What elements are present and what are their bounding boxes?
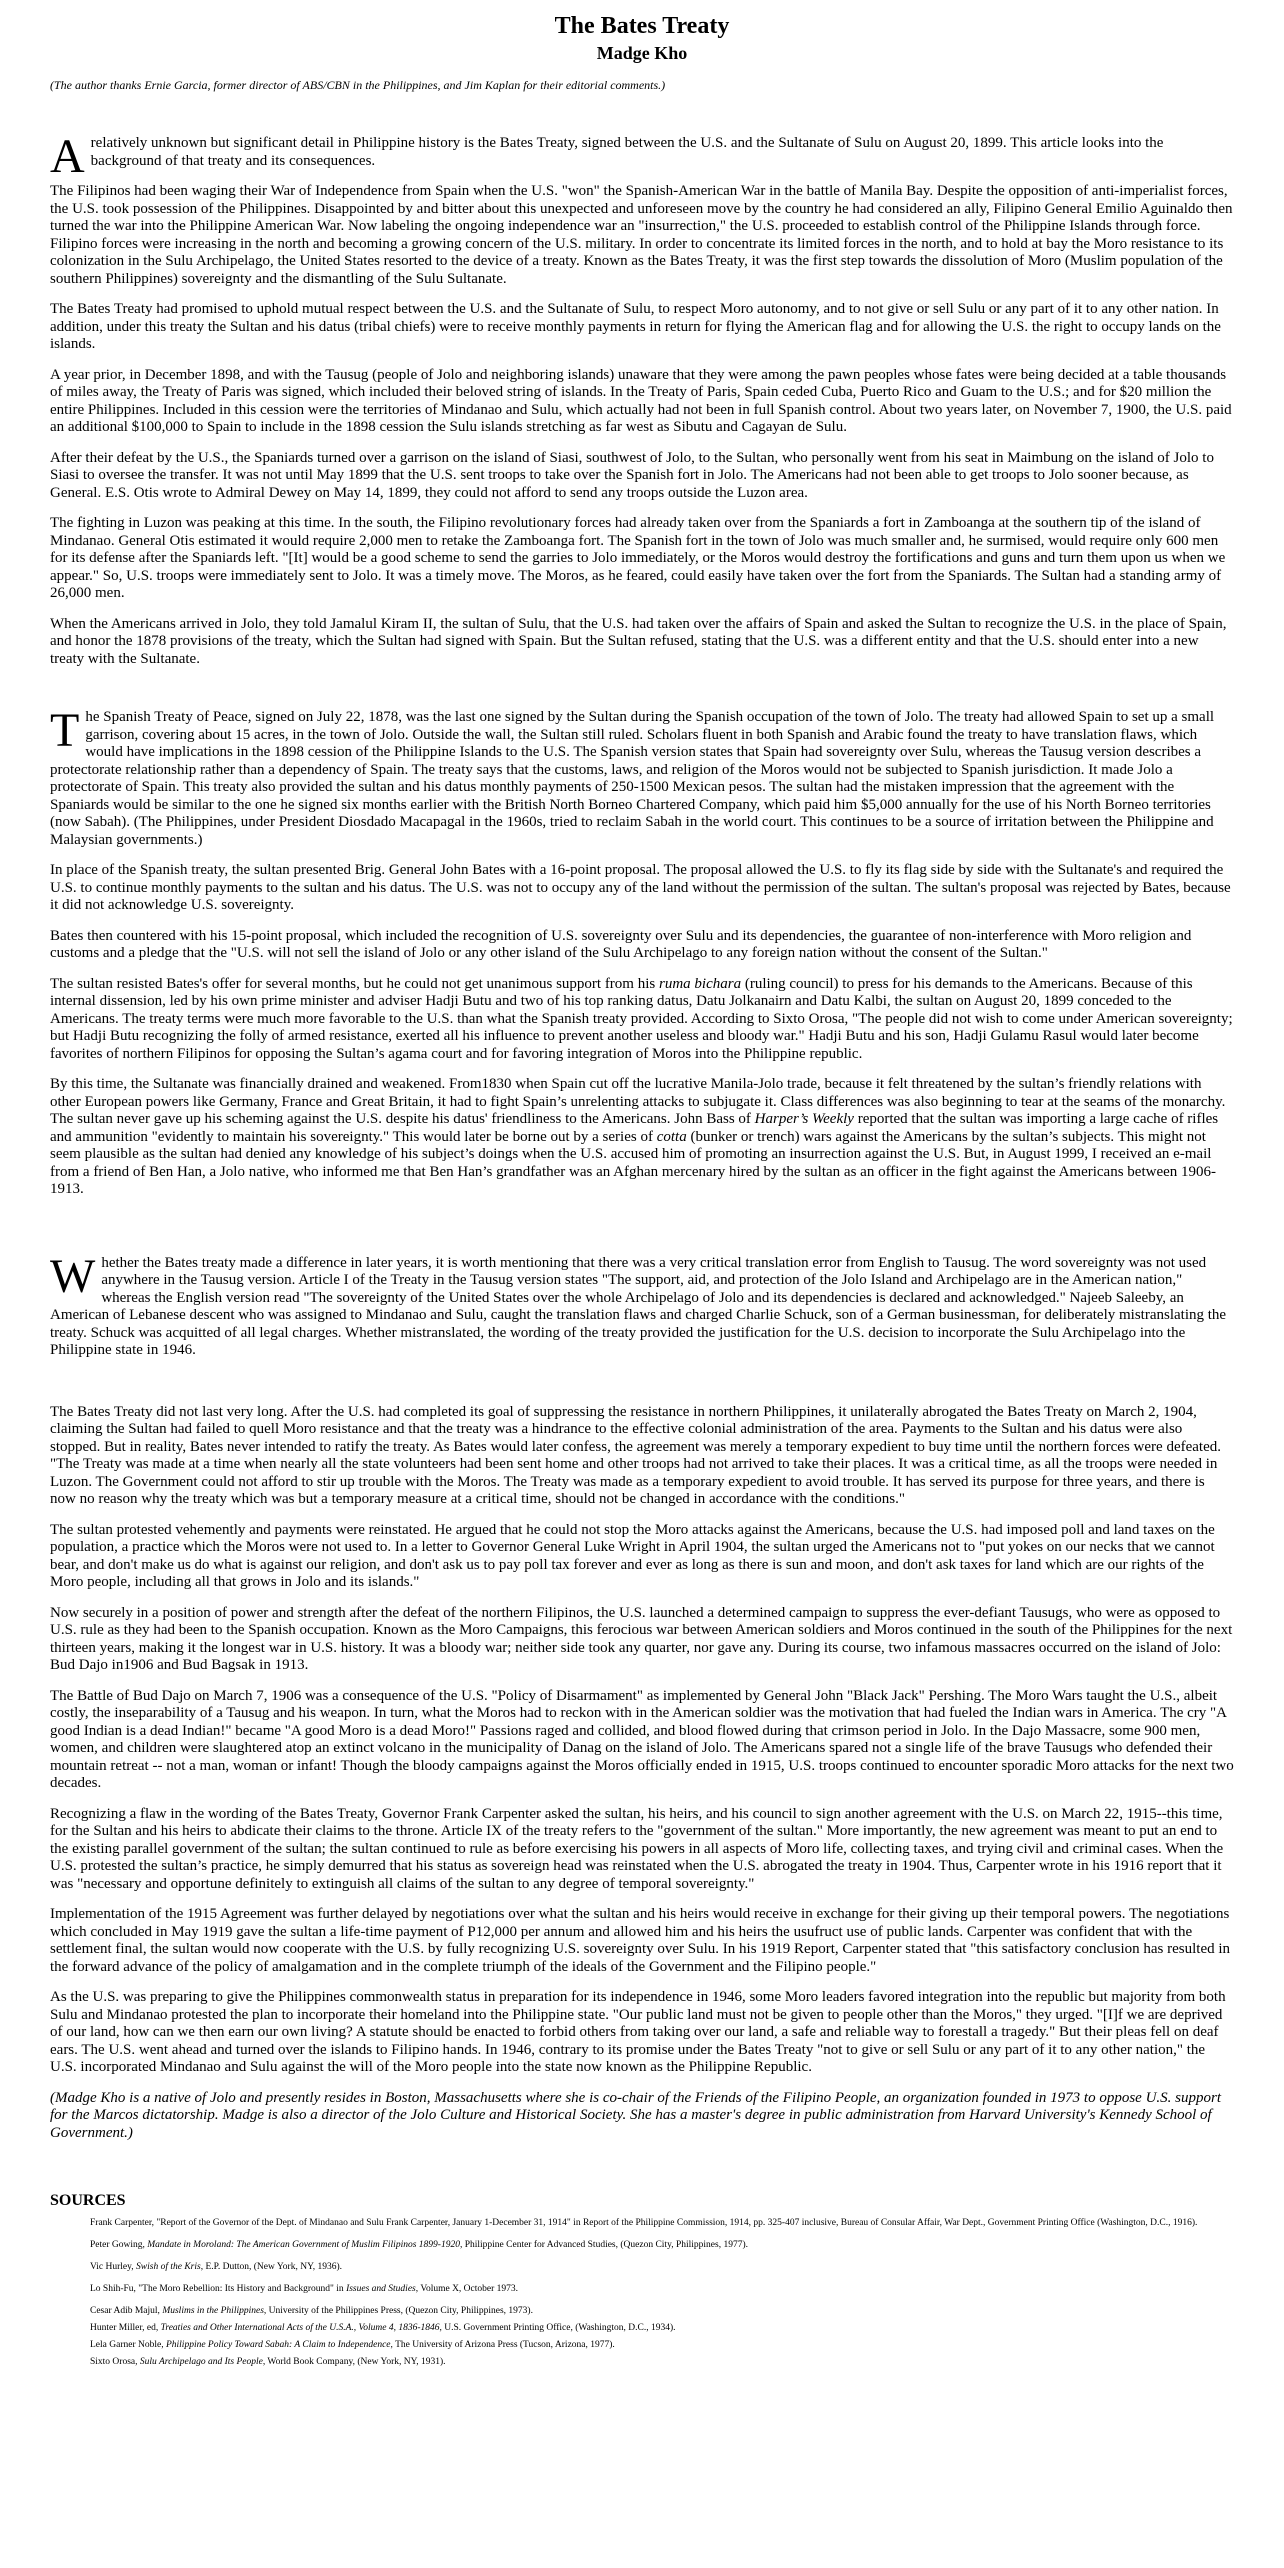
paragraph: The fighting in Luzon was peaking at this time. In the south, the Filipino revolutionary forces had already taken over from the Spaniards a fort in Zamboanga at the southern tip of the island of Mindanao. General Otis estimated it would require 2,000 men to retake the Zamboanga fort. The Spanish fort in the town of Jolo was much smaller and, he surmised, would require only 600 men for its defense after the Spaniards left. "[It] would be a good scheme to send the garries to Jolo immediately, or the Moros would destroy the fortifications and guns and turn them upon us when we appear." So, U.S. troops were immediately sent to Jolo. It was a timely move. The Moros, as he feared, could easily have taken over the fort from the Spaniards. The Sultan had a standing army of 26,000 men. xyxy=(50,515,1226,601)
section-aftermath xyxy=(50,1404,1234,2143)
source-text: , U.S. Government Printing Office, (Washington, D.C., 1934). xyxy=(439,2323,676,2333)
paragraph: The Bates Treaty had promised to uphold mutual respect between the U.S. and the Sultanate of Sulu, to respect Moro autonomy, and to not give or sell Sulu or any part of it to any other nation. In addition, under this treaty the Sultan and his datus (tribal chiefs) were to receive monthly payments in return for flying the American flag and for allowing the U.S. the right to occupy lands on the islands. xyxy=(50,301,1221,352)
paragraph-text: reported that the sultan was importing a large cache of rifles and ammunition "evidently to maintain his sovereignty." This would later be borne out by a series of xyxy=(50,1111,1219,1145)
drop-cap: T xyxy=(50,704,80,757)
paragraph: The Bates Treaty did not last very long. After the U.S. had completed its goal of suppressing the resistance in northern Philippines, it unilaterally abrogated the Bates Treaty on March 2, 1904, claiming the Sultan had failed to quell Moro resistance and that the treaty was a hindrance to the effective colonial administration of the area. Payments to the Sultan and his datus were also stopped. But in reality, Bates never intended to ratify the treaty. As Bates would later confess, the agreement was merely a temporary expedient to buy time until the northern forces were defeated. "The Treaty was made at a time when nearly all the state volunteers had been sent home and other troops had not arrived to take their places. It was a critical time, as all the troops were needed in Luzon. The Government could not afford to stir up trouble with the Moros. The Treaty was made as a temporary expedient to avoid trouble. It has served its purpose for three years, and there is now no reason why the treaty which was but a temporary measure at a critical time, should not be changed in accordance with the conditions." xyxy=(50,1403,1221,1507)
emphasis-term: ruma bichara xyxy=(658,975,742,992)
paragraph xyxy=(50,130,1234,183)
source-title: Mandate in Moroland: The American Government of Muslim Filipinos 1899-1920 xyxy=(147,2240,460,2250)
source-text: , World Book Company, (New York, NY, 1931). xyxy=(262,2357,446,2367)
source-text: Lela Garner Noble, xyxy=(90,2340,166,2350)
source-text: Frank Carpenter, "Report of the Governor of the Dept. of Mindanao and Sulu Frank Carpenter, January 1-December 31, 1914" in Report of the Philippine Commission, 1914, pp. 325-407 inclusive, Bureau of Consular Affair, War Dept., Government Printing Office (Washington, D.C., 1916). xyxy=(90,2218,1198,2228)
paragraph-text: (ruling council) to press for his demands to the Americans. Because of this internal dissension, led by his own prime minister and adviser Hadji Butu and two of his top ranking datus, Datu Jolkanairn and Datu Kalbi, the sultan on August 20, 1899 conceded to the Americans. The treaty terms were much more favorable to the U.S. than what the Spanish treaty provided. According to Sixto Orosa, "The people did not wish to come under American sovereignty; but Hadji Butu recognizing the folly of armed resistance, exerted all his influence to prevent another useless and bloody war." Hadji Butu and his son, Hadji Gulamu Rasul would later become favorites of northern Filipinos for opposing the Sultan’s agama court and for favoring integration of Moros into the Philippine republic. xyxy=(50,975,1233,1062)
author-bio: (Madge Kho is a native of Jolo and presently resides in Boston, Massachusetts where she is co-chair of the Friends of the Filipino People, an organization founded in 1973 to oppose U.S. support for the Marcos dictatorship. Madge is also a director of the Jolo Culture and Historical Society. She has a master's degree in public administration from Harvard University's Kennedy School of Government.) xyxy=(50,2089,1221,2141)
source-title: Treaties and Other International Acts of the U.S.A., Volume 4, 1836-1846 xyxy=(160,2323,440,2333)
source-item xyxy=(90,2284,1234,2295)
acknowledgement-note: (The author thanks Ernie Garcia, former director of ABS/CBN in the Philippines, and Jim Kaplan for their editorial comments.) xyxy=(50,78,666,92)
article-title: The Bates Treaty xyxy=(554,13,730,39)
paragraph-text: The sultan resisted Bates's offer for several months, but he could not get unanimous support from his xyxy=(50,975,659,992)
section-intro xyxy=(50,130,1234,668)
paragraph xyxy=(50,1076,1234,1199)
paragraph: When the Americans arrived in Jolo, they told Jamalul Kiram II, the sultan of Sulu, that the U.S. had taken over the affairs of Spain and asked the Sultan to recognize the U.S. in the place of Spain, and honor the 1878 provisions of the treaty, which the Sultan had signed with Spain. But the Sultan refused, stating that the U.S. was a different entity and that the U.S. should enter into a new treaty with the Sultanate. xyxy=(50,615,1227,667)
paragraph: In place of the Spanish treaty, the sultan presented Brig. General John Bates with a 16-point proposal. The proposal allowed the U.S. to fly its flag side by side with the Sultanate's and required the U.S. to continue monthly payments to the sultan and his datus. The U.S. was not to occupy any of the land without the permission of the sultan. The sultan's proposal was rejected by Bates, because it did not acknowledge U.S. sovereignty. xyxy=(50,862,1231,913)
source-title: Issues and Studies xyxy=(346,2284,416,2294)
paragraph-text: (bunker or trench) wars against the Americans by the sultan’s subjects. This might not seem plausible as the sultan had denied any knowledge of his subject’s doings when the U.S. accused him of promoting an insurrection against the U.S. But, in August 1999, I received an e-mail from a friend of Ben Han, a Jolo native, who informed me that Ben Han’s grandfather was an Afghan mercenary hired by the sultan as an officer in the fight against the Americans between 1906-1913. xyxy=(50,1128,1217,1197)
sources-list xyxy=(50,2218,1234,2368)
source-text: Hunter Miller, ed, xyxy=(90,2323,161,2333)
source-text: Peter Gowing, xyxy=(90,2240,148,2250)
paragraph: The Battle of Bud Dajo on March 7, 1906 was a consequence of the U.S. "Policy of Disarmament" as implemented by General John "Black Jack" Pershing. The Moro Wars taught the U.S., albeit costly, the inseparability of a Tausug and his weapon. In turn, what the Moros had to reckon with in the American soldier was the motivation that had fueled the Indian wars in America. The cry "A good Indian is a dead Indian!" became "A good Moro is a dead Moro!" Passions raged and collided, and blood flowed during that crimson period in Jolo. In the Dajo Massacre, some 900 men, women, and children were slaughtered atop an extinct volcano in the municipality of Danag on the island of Jolo. The Americans spared not a single life of the brave Tausugs who defended their mountain retreat -- not a man, woman or infant! Though the bloody campaigns against the Moros officially ended in 1915, U.S. troops continued to encounter sporadic Moro attacks for the next two decades. xyxy=(50,1687,1234,1791)
source-text: , The University of Arizona Press (Tucson, Arizona, 1977). xyxy=(390,2340,615,2350)
publication-title: Harper’s Weekly xyxy=(754,1111,854,1127)
source-title: Swish of the Kris xyxy=(136,2262,201,2272)
source-item xyxy=(90,2218,1234,2229)
source-text: Cesar Adib Majul, xyxy=(90,2306,163,2316)
source-text: Lo Shih-Fu, "The Moro Rebellion: Its History and Background" in xyxy=(90,2284,347,2294)
paragraph: A year prior, in December 1898, and with the Tausug (people of Jolo and neighboring islands) unaware that they were among the pawn peoples whose fates were being decided at a table thousands of miles away, the Treaty of Paris was signed, which included their beloved string of islands. In the Treaty of Paris, Spain ceded Cuba, Puerto Rico and Guam to the U.S.; and for $20 million the entire Philippines. Included in this cession were the territories of Mindanao and Sulu, which actually had not been in full Spanish control. About two years later, on November 7, 1900, the U.S. paid an additional $100,000 to Spain to include in the 1898 cession the Sulu islands stretching as far west as Sibutu and Cagayan de Sulu. xyxy=(50,366,1232,435)
paragraph: As the U.S. was preparing to give the Philippines commonwealth status in preparation for its independence in 1946, some Moro leaders favored integration into the republic but majority from both Sulu and Mindanao protested the plan to incorporate their homeland into the Philippine state. "Our public land must not be given to people other than the Moros," they urged. "[I]f we are deprived of our land, how can we then earn our own living? A statute should be enacted to forbid others from taking over our land, a safe and reliable way to forestall a tragedy." But their pleas fell on deaf ears. The U.S. went ahead and turned over the islands to Filipino hands. In 1946, contrary to its promise under the Bates Treaty "not to give or sell Sulu or any part of it to any other nation," the U.S. incorporated Mindanao and Sulu against the will of the Moro people into the state now known as the Philippine Republic. xyxy=(50,1989,1226,2075)
source-title: Philippine Policy Toward Sabah: A Claim to Independence xyxy=(165,2340,391,2350)
source-text: Vic Hurley, xyxy=(90,2262,137,2272)
source-item xyxy=(90,2323,1234,2334)
source-text: , University of the Philippines Press, (Quezon City, Philippines, 1973). xyxy=(263,2306,533,2316)
drop-cap: W xyxy=(50,1249,96,1303)
source-item xyxy=(90,2357,1234,2368)
source-item xyxy=(90,2262,1234,2273)
article-author: Madge Kho xyxy=(596,43,688,63)
drop-cap: A xyxy=(50,130,85,183)
emphasis-term: cotta xyxy=(656,1128,687,1145)
paragraph: Bates then countered with his 15-point proposal, which included the recognition of U.S. sovereignty over Sulu and its dependencies, the guarantee of non-interference with Moro religion and customs and a pledge that the "U.S. will not sell the island of Jolo or any other island of the Sulu Archipelago to any foreign nation without the consent of the Sultan." xyxy=(50,927,1192,961)
section-spanish-treaty xyxy=(50,704,1234,1199)
paragraph-text: hether the Bates treaty made a difference in later years, it is worth mentioning that there was a very critical translation error from English to Tausug. The word sovereignty was not used anywhere in the Tausug version. Article I of the Treaty in the Tausug version states "The support, aid, and protection of the Jolo Island and Archipelago are in the American nation," whereas the English version read "The sovereignty of the United States over the whole Archipelago of Jolo and its dependencies is declared and acknowledged." Najeeb Saleeby, an American of Lebanese descent who was assigned to Mindanao and Sulu, caught the translation flaws and charged Charlie Schuck, son of a German businessman, for deliberately mistranslating the treaty. Schuck was acquitted of all legal charges. Whether mistranslated, the wording of the treaty provided the justification for the U.S. decision to incorporate the Sulu Archipelago into the Philippine state in 1946. xyxy=(50,1254,1227,1358)
paragraph: Now securely in a position of power and strength after the defeat of the northern Filipinos, the U.S. launched a determined campaign to suppress the ever-defiant Tausugs, who were as opposed to U.S. rule as they had been to the Spanish occupation. Known as the Moro Campaigns, this ferocious war between American soldiers and Moros continued in the south of the Philippines for the next thirteen years, making it the longest war in U.S. history. It was a bloody war; neither side took any quarter, nor gave any. During its course, two infamous massacres occurred on the island of Jolo: Bud Dajo in1906 and Bud Bagsak in 1913. xyxy=(50,1604,1233,1673)
source-text: Sixto Orosa, xyxy=(90,2357,140,2367)
paragraph-text: relatively unknown but significant detail in Philippine history is the Bates Treaty, signed between the U.S. and the Sultanate of Sulu on August 20, 1899. This article looks into the background of that treaty and its consequences. xyxy=(90,135,1164,169)
paragraph: Implementation of the 1915 Agreement was further delayed by negotiations over what the sultan and his heirs would receive in exchange for their giving up their temporal powers. The negotiations which concluded in May 1919 gave the sultan a life-time payment of P12,000 per annum and allowed him and his heirs the usufruct use of public lands. Carpenter was confident that with the settlement final, the sultan would now cooperate with the U.S. by fully recognizing U.S. sovereignty over Sulu. In his 1919 Report, Carpenter stated that "this satisfactory conclusion has resulted in the forward advance of the policy of amalgamation and in the complete triumph of the ideals of the Government and the Filipino people." xyxy=(50,1906,1231,1975)
paragraph: Recognizing a flaw in the wording of the Bates Treaty, Governor Frank Carpenter asked the sultan, his heirs, and his council to sign another agreement with the U.S. on March 22, 1915--this time, for the Sultan and his heirs to abdicate their claims to the throne. Article IX of the treaty refers to the "government of the sultan." More importantly, the new agreement was meant to put an end to the existing parallel government of the sultan; the sultan continued to rule as before exercising his powers in all aspects of Moro life, collecting taxes, and trying civil and criminal cases. When the U.S. protested the sultan’s practice, he simply demurred that his status as sovereign head was reinstated when the U.S. abrogated the treaty in 1904. Thus, Carpenter wrote in his 1916 report that it was "necessary and opportune definitely to extinguish all claims of the sultan to any degree of temporal sovereignty." xyxy=(50,1805,1224,1892)
source-item xyxy=(90,2340,1234,2351)
paragraph: The sultan protested vehemently and payments were reinstated. He argued that he could not stop the Moro attacks against the Americans, because the U.S. had imposed poll and land taxes on the population, a practice which the Moros were not used to. In a letter to Governor General Luke Wright in April 1904, the sultan urged the Americans not to "put yokes on our necks that we cannot bear, and don't make us do what is against our religion, and don't ask us to pay poll tax forever and ever as long as there is sun and moon, and don't ask taxes for land which are our rights of the Moro people, including all that grows in Jolo and its islands." xyxy=(50,1521,1215,1590)
source-item xyxy=(90,2306,1234,2317)
sources-heading: SOURCES xyxy=(50,2192,126,2209)
paragraph-text: By this time, the Sultanate was financially drained and weakened. From1830 when Spain cut off the lucrative Manila-Jolo trade, because it felt threatened by the sultan’s friendly relations with other European powers like Germany, France and Great Britain, it had to fight Spain’s unrelenting attacks to subjugate it. Class differences was also beginning to tear at the seams of the monarchy. The sultan never gave up his scheming against the U.S. despite his datus' friendliness to the Americans. John Bass of xyxy=(50,1076,1226,1127)
paragraph xyxy=(50,704,1234,849)
paragraph: The Filipinos had been waging their War of Independence from Spain when the U.S. "won" the Spanish-American War in the battle of Manila Bay. Despite the opposition of anti-imperialist forces, the U.S. took possession of the Philippines. Disappointed by and bitter about this unexpected and unforeseen move by the country he had considered an ally, Filipino General Emilio Aguinaldo then turned the war into the Philippine American War. Now labeling the ongoing independence war an "insurrection," the U.S. proceeded to establish control of the Philippine Islands through force. Filipino forces were increasing in the north and becoming a growing concern of the U.S. military. In order to concentrate its limited forces in the north, and to hold at bay the Moro resistance to its colonization in the Sulu Archipelago, the United States resorted to the device of a treaty. Known as the Bates Treaty, it was the first step towards the dissolution of Moro (Muslim population of the southern Philippines) sovereignty and the dismantling of the Sulu Sultanate. xyxy=(50,183,1233,287)
source-title: Sulu Archipelago and Its People xyxy=(139,2357,263,2367)
source-text: , E.P. Dutton, (New York, NY, 1936). xyxy=(200,2262,342,2272)
paragraph xyxy=(50,976,1234,1064)
source-title: Muslims in the Philippines xyxy=(162,2306,264,2316)
paragraph: After their defeat by the U.S., the Spaniards turned over a garrison on the island of Siasi, southwest of Jolo, to the Sultan, who personally went from his seat in Maimbung on the island of Jolo to Siasi to oversee the transfer. It was not until May 1899 that the U.S. sent troops to take over the Spanish fort in Jolo. The Americans had not been able to get troops to Jolo sooner because, as General. E.S. Otis wrote to Admiral Dewey on May 14, 1899, they could not afford to send any troops outside the Luzon area. xyxy=(50,449,1214,501)
section-translation xyxy=(50,1249,1234,1360)
source-text: , Volume X, October 1973. xyxy=(415,2284,519,2294)
source-text: , Philippine Center for Advanced Studies, (Quezon City, Philippines, 1977). xyxy=(459,2240,748,2250)
paragraph xyxy=(50,1249,1234,1360)
source-item xyxy=(90,2240,1234,2251)
paragraph-text: he Spanish Treaty of Peace, signed on July 22, 1878, was the last one signed by the Sultan during the Spanish occupation of the town of Jolo. The treaty had allowed Spain to set up a small garrison, covering about 15 acres, in the town of Jolo. Outside the wall, the Sultan still ruled. Scholars fluent in both Spanish and Arabic found the treaty to have translation flaws, which would have implications in the 1898 cession of the Philippine Islands to the U.S. The Spanish version states that Spain had sovereignty over Sulu, whereas the Tausug version describes a protectorate relationship rather than a dependency of Spain. The treaty says that the customs, laws, and religion of the Moros would not be subjected to Spanish jurisdiction. It made Jolo a protectorate of Spain. This treaty also provided the sultan and his datus monthly payments of 250-1500 Mexican pesos. The sultan had the mistaken impression that the agreement with the Spaniards would be similar to the one he signed six months earlier with the British North Borneo Chartered Company, which paid him $5,000 annually for the use of his North Borneo territories (now Sabah). (The Philippines, under President Diosdado Macapagal in the 1960s, tried to reclaim Sabah in the world court. This continues to be a source of irritation between the Philippine and Malaysian governments.) xyxy=(50,709,1215,848)
